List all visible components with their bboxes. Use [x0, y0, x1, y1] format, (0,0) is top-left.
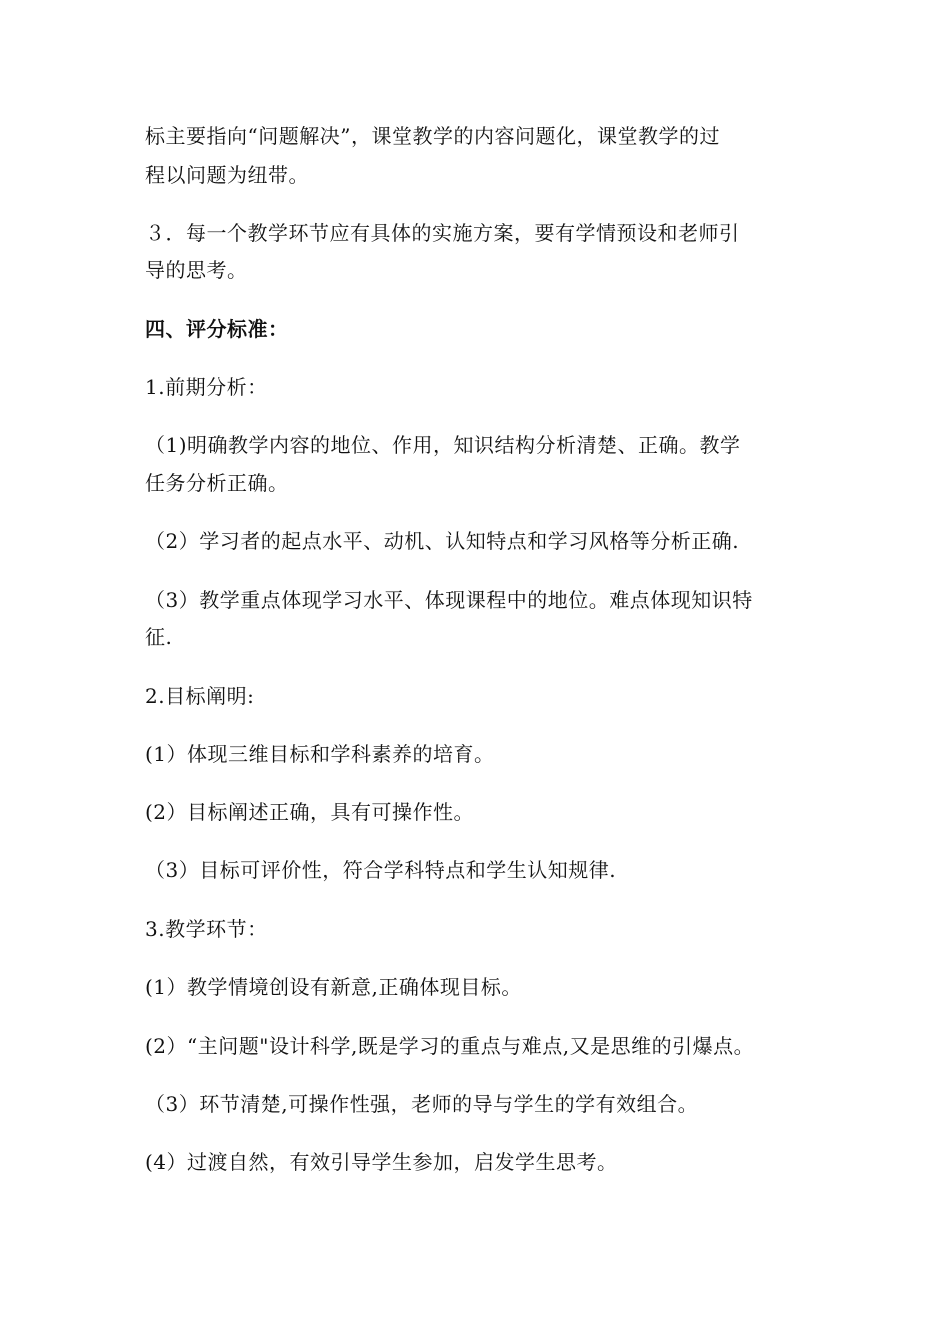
item-objectives-3: （3）目标可评价性，符合学科特点和学生认知规律. [145, 858, 617, 882]
item-analysis-1-line-1: （1)明确教学内容的地位、作用，知识结构分析清楚、正确。教学 [145, 433, 741, 457]
subheading-teaching-steps: 3.教学环节： [145, 917, 268, 941]
item-analysis-3-line-1: （3）教学重点体现学习水平、体现课程中的地位。难点体现知识特 [145, 588, 753, 612]
item-steps-3: （3）环节清楚,可操作性强，老师的导与学生的学有效组合。 [145, 1092, 699, 1116]
item-analysis-3-line-2: 征. [145, 625, 173, 649]
item-analysis-2: （2）学习者的起点水平、动机、认知特点和学习风格等分析正确. [145, 529, 740, 553]
subheading-objectives: 2.目标阐明: [145, 684, 255, 708]
item-steps-4: (4）过渡自然，有效引导学生参加，启发学生思考。 [145, 1150, 618, 1174]
item-objectives-2: (2）目标阐述正确，具有可操作性。 [145, 800, 475, 824]
item-objectives-1: (1）体现三维目标和学科素养的培育。 [145, 742, 495, 766]
paragraph-1-line-2: 程以问题为纽带。 [145, 163, 309, 187]
paragraph-2-line-1: ３．每一个教学环节应有具体的实施方案，要有学情预设和老师引 [145, 221, 740, 245]
paragraph-1-line-1: 标主要指向“问题解决”，课堂教学的内容问题化，课堂教学的过 [145, 124, 720, 148]
item-analysis-1-line-2: 任务分析正确。 [145, 471, 289, 495]
item-steps-2: (2）“主问题"设计科学,既是学习的重点与难点,又是思维的引爆点。 [145, 1034, 755, 1058]
section-heading-scoring: 四、评分标准： [145, 317, 289, 341]
subheading-preliminary-analysis: 1.前期分析： [145, 375, 268, 399]
paragraph-2-line-2: 导的思考。 [145, 258, 248, 282]
item-steps-1: (1）教学情境创设有新意,正确体现目标。 [145, 975, 522, 999]
